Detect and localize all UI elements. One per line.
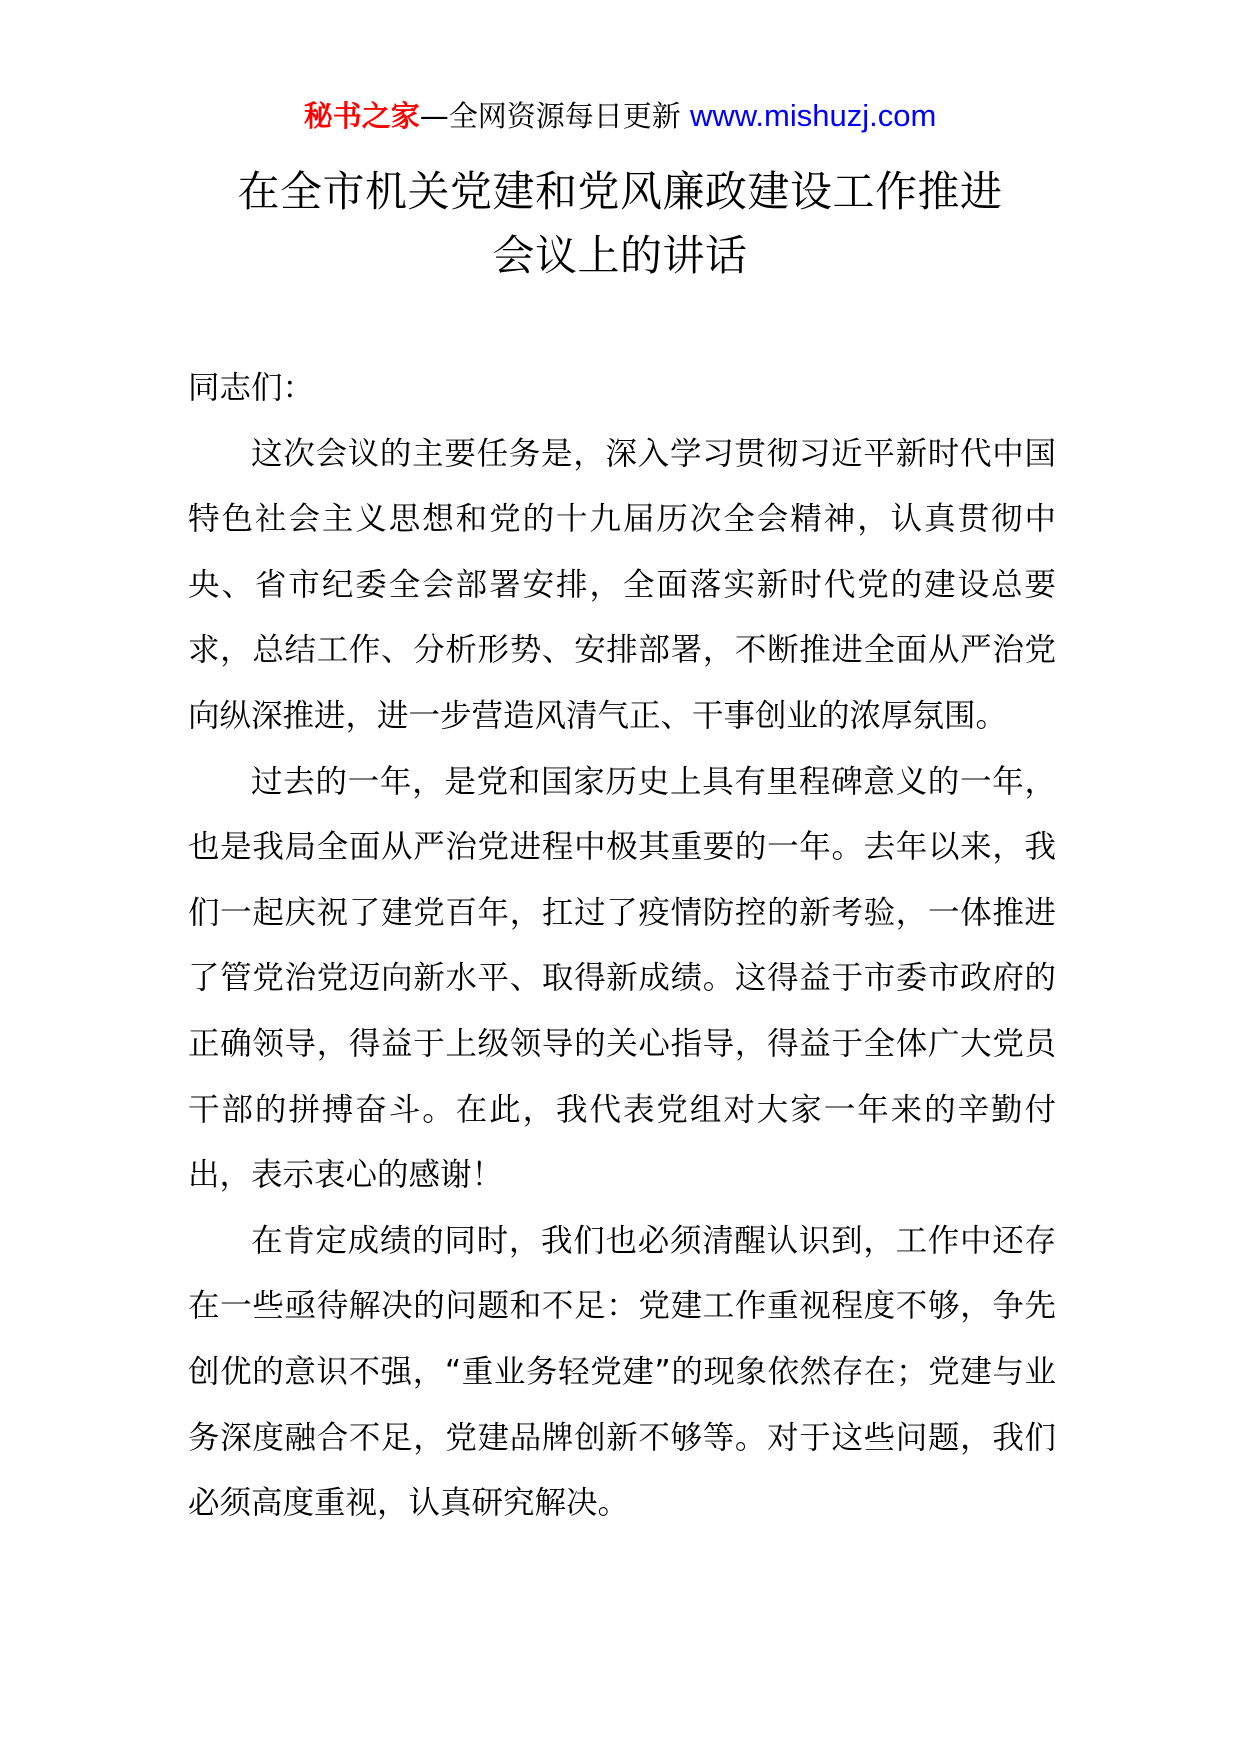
site-header-banner [0, 96, 1240, 136]
paragraph-3: 在肯定成绩的同时，我们也必须清醒认识到，工作中还存在一些亟待解决的问题和不足：党建工作重视程度不够，争先创优的意识不强，“重业务轻党建”的现象依然存在；党建与业务深度融合不足，党建品牌创新不够等。对于这些问题，我们必须高度重视，认真研究解决。 [188, 1222, 1056, 1522]
paragraph-1: 这次会议的主要任务是，深入学习贯彻习近平新时代中国特色社会主义思想和党的十九届历次全会精神，认真贯彻中央、省市纪委全会部署安排，全面落实新时代党的建设总要求，总结工作、分析形势、安排部署，不断推进全面从严治党向纵深推进，进一步营造风清气正、干事创业的浓厚氛围。 [188, 435, 1056, 734]
site-url-link[interactable]: www.mishuzj.com [689, 98, 937, 133]
document-body [188, 356, 1056, 1537]
salutation: 同志们： [188, 370, 315, 406]
title-line-1: 在全市机关党建和党风廉政建设工作推进 [237, 167, 1003, 216]
paragraph-2: 过去的一年，是党和国家历史上具有里程碑意义的一年，也是我局全面从严治党进程中极其重要的一年。去年以来，我们一起庆祝了建党百年，扛过了疫情防控的新考验，一体推进了管党治党迈向新水平、取得新成绩。这得益于市委市政府的正确领导，得益于上级领导的关心指导，得益于全体广大党员干部的拼搏奋斗。在此，我代表党组对大家一年来的辛勤付出，表示衷心的感谢！ [188, 763, 1056, 1194]
document-title [190, 160, 1050, 288]
title-line-2: 会议上的讲话 [492, 231, 748, 280]
header-tagline: —全网资源每日更新 [419, 99, 681, 133]
brand-name: 秘书之家 [303, 99, 420, 133]
